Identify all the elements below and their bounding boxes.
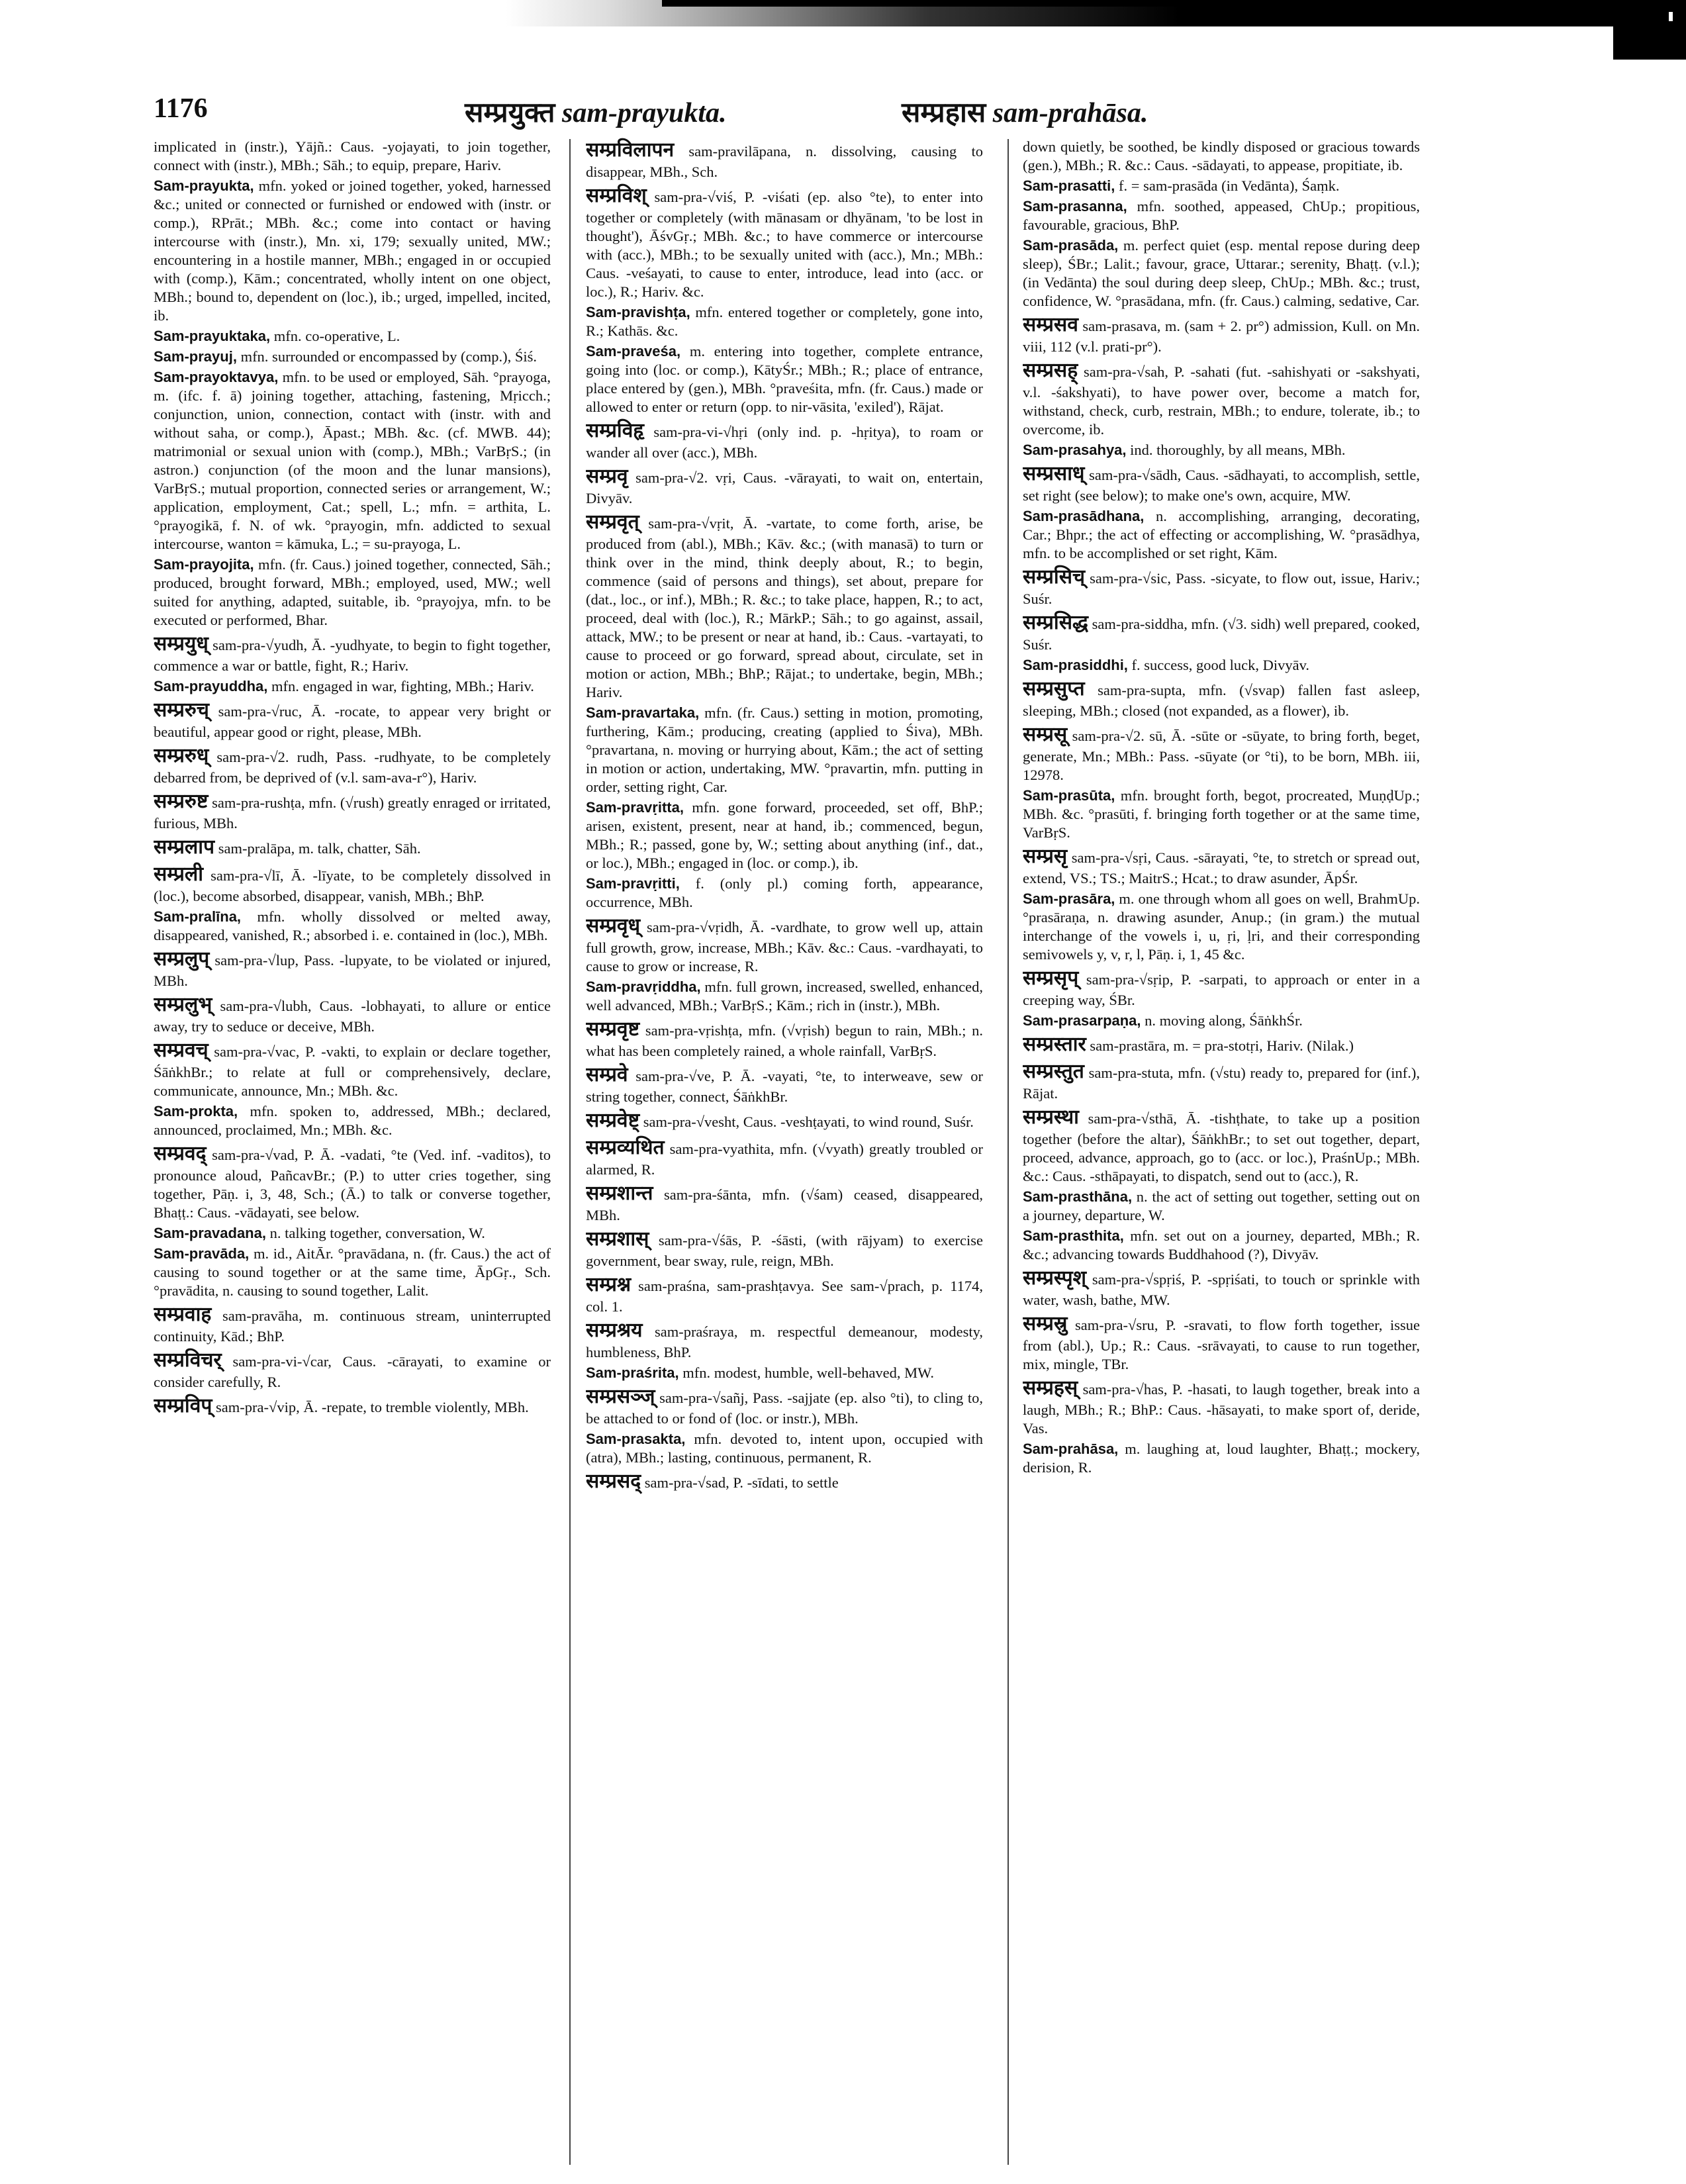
headword-devanagari: सम्प्रसह् [1023,359,1078,381]
dictionary-column-1 [154,138,551,2163]
dictionary-entry [586,914,983,976]
subentry-headword: Sam-prasatti, [1023,177,1115,194]
headword-devanagari: सम्प्रस्तार [1023,1033,1086,1055]
dictionary-entry [1023,461,1420,505]
entry-definition: mfn. modest, humble, well-behaved, MW. [679,1364,934,1381]
headword-devanagari: सम्प्रविहृ [586,420,644,442]
dictionary-entry [154,698,551,741]
entry-definition: mfn. co-operative, L. [270,328,400,344]
entry-definition: ind. thoroughly, by all means, MBh. [1126,442,1346,458]
subentry-headword: Sam-prayukta, [154,177,254,194]
entry-definition: m. id., AitĀr. °pravādana, n. (fr. Caus.) the act of causing to sound together or at the same time, ĀpGṛ., Sch. °pravādita, n. causing to sound together, Lalit. [154,1245,551,1299]
dictionary-entry [1023,1105,1420,1186]
headword-devanagari: सम्प्ररुच् [154,699,209,721]
entry-definition: sam-pra-√lubh, Caus. -lobhayati, to allure or entice away, try to seduce or deceive, MBh. [154,998,551,1035]
dictionary-entry [1023,236,1420,310]
subentry-headword: Sam-pravartaka, [586,704,700,721]
entry-definition: mfn. (fr. Caus.) setting in motion, promoting, furthering, Kām.; producing, creating (applied to Śiva), MBh. °pravartana, n. moving or hurrying about, Kām.; the act of setting in motion or action, undertaking, MW. °pravartin, mfn. putting in order, setting right, Car. [586,704,983,795]
dictionary-entry [586,510,983,702]
dictionary-entry [586,1063,983,1106]
entry-definition: sam-pra-√yudh, Ā. -yudhyate, to begin to fight together, commence a war or battle, fight, R.; Hariv. [154,637,551,674]
dictionary-entry [586,418,983,462]
headword-devanagari: सम्प्रयुध् [154,633,209,655]
headword-devanagari: सम्प्रसाध् [1023,463,1085,485]
entry-definition: m. perfect quiet (esp. mental repose during deep sleep), ŚBr.; Lalit.; favour, grace, Uttarar.; serenity, Bhaṭṭ. (v.l.); (in Vedānta) the soul during deep sleep, ChUp.; MBh. &c.; trust, confidence, W. °prasādana, mfn. (fr. Caus.) calming, sedative, Car. [1023,237,1420,309]
entry-definition: mfn. set out on a journey, departed, MBh.; R. &c.; advancing towards Buddhahood (?), Divyāv. [1023,1227,1420,1262]
dictionary-entry [586,1181,983,1225]
dictionary-entry [1023,1440,1420,1477]
dictionary-entry [1023,722,1420,784]
headword-devanagari: सम्प्रसद् [586,1470,641,1492]
headword-devanagari: सम्प्रशास् [586,1228,649,1250]
subentry-headword: Sam-prasāda, [1023,237,1119,254]
headword-devanagari: सम्प्रसव [1023,314,1078,336]
entry-definition: sam-pra-√ve, P. Ā. -vayati, °te, to interweave, sew or string together, connect, ŚāṅkhBr. [586,1068,983,1105]
dictionary-entry [154,789,551,833]
entry-definition: mfn. full grown, increased, swelled, enhanced, well advanced, MBh.; VarBṛS.; Kām.; rich in (instr.), MBh. [586,978,983,1014]
subentry-headword: Sam-prasanna, [1023,198,1127,214]
dictionary-entry [1023,786,1420,842]
dictionary-entry [154,1394,551,1419]
entry-definition: mfn. gone forward, proceeded, set off, BhP.; arisen, existent, present, near at hand, ib.; commenced, begun, MBh.; R.; passed, gone by, W.; setting about anything (inf., dat., or loc.), MBh.; engaged in (loc. or comp.), ib. [586,799,983,871]
dictionary-entry [154,1302,551,1346]
entry-definition: down quietly, be soothed, be kindly disposed or gracious towards (gen.), MBh.; R. &c.: Caus. -sādayati, to appease, propitiate, ib. [1023,138,1420,173]
headword-devanagari: सम्प्रलाप [154,836,215,858]
subentry-headword: Sam-prasāra, [1023,890,1115,907]
page-header [154,93,1332,139]
entry-definition: sam-pra-√lī, Ā. -līyate, to be completely dissolved in (loc.), become absorbed, disappear, vanish, MBh.; BhP. [154,867,551,904]
dictionary-entry [586,1272,983,1316]
entry-definition: sam-pra-√spṛiś, P. -spṛiśati, to touch or sprinkle with water, wash, bathe, MW. [1023,1271,1420,1308]
headword-devanagari: सम्प्रवच् [154,1039,209,1061]
entry-definition: sam-pra-√vṛidh, Ā. -vardhate, to grow well up, attain full growth, grow, increase, MBh.; Kāv. &c.: Caus. -vardhayati, to cause to grow or increase, R. [586,919,983,974]
subentry-headword: Sam-pralīna, [154,908,242,925]
headword-devanagari: सम्प्रसिद्ध [1023,612,1088,634]
subentry-headword: Sam-prasarpaṇa, [1023,1012,1141,1029]
entry-definition: sam-pra-rushṭa, mfn. (√rush) greatly enraged or irritated, furious, MBh. [154,794,551,831]
entry-definition: sam-pra-√sañj, Pass. -sajjate (ep. also °ti), to cling to, be attached to or fond of (loc. or instr.), MBh. [586,1390,983,1427]
headword-devanagari: सम्प्रसञ्ज् [586,1386,655,1407]
headword-devanagari: सम्प्रहस् [1023,1377,1078,1399]
entry-definition: m. entering into together, complete entrance, going into (loc. or comp.), KātyŚr.; MBh.; R.; place of entrance, place entered by (gen.), MBh. °praveśita, mfn. (fr. Caus.) made or allowed to enter or return (opp. to nir-vāsita, 'exiled'), Rājat. [586,343,983,415]
dictionary-entry [586,1017,983,1061]
headword-devanagari: सम्प्रव्यथित [586,1137,665,1159]
entry-definition: sam-pra-√vip, Ā. -repate, to tremble violently, MBh. [212,1399,529,1415]
entry-definition: sam-pra-√śās, P. -śāsti, (with rājyam) to exercise government, bear sway, rule, reign, MBh. [586,1232,983,1269]
entry-definition: sam-pra-√vṛit, Ā. -vartate, to come forth, arise, be produced from (abl.), MBh.; Kāv. &c.; (with manasā) to turn or think over in the mind, think deeply about, R.; to begin, commence (said of persons and things), set about, prepare for (dat., loc., or inf.), MBh.; R. &c.; to take place, happen, R.; to act, proceed, deal with (loc.), R.; MārkP.; Sāh.; to go against, assail, attack, MW.; to be present or near at hand, ib.: Caus. -vartayati, to cause to proceed or go forward, spread about, circulate, set in motion or action, MBh.; BhP.; Rājat.; to undertake, begin, MBh.; Hariv. [586,515,983,700]
subentry-headword: Sam-pravishṭa, [586,304,690,320]
dictionary-entry [154,138,551,175]
headword-devanagari: सम्प्रश्रय [586,1319,643,1341]
entry-definition: mfn. brought forth, begot, procreated, MuṇḍUp.; MBh. &c. °prasūti, f. bringing forth together or at the same time, VarBṛS. [1023,787,1420,841]
entry-definition: sam-pra-√2. vṛi, Caus. -vārayati, to wait on, entertain, Divyāv. [586,469,983,506]
dictionary-entry [586,704,983,796]
headword-devanagari: सम्प्रवृ [586,465,628,487]
dictionary-entry [154,908,551,945]
headword-devanagari: सम्प्रस्तुत [1023,1061,1084,1082]
subentry-headword: Sam-praśrita, [586,1364,679,1381]
dictionary-entry [586,1108,983,1133]
entry-definition: sam-pra-vi-√car, Caus. -cārayati, to examine or consider carefully, R. [154,1353,551,1390]
entry-definition: m. laughing at, loud laughter, Bhaṭṭ.; mockery, derision, R. [1023,1441,1420,1476]
entry-definition: sam-pra-√sic, Pass. -sicyate, to flow out, issue, Hariv.; Suśr. [1023,570,1420,607]
entry-definition: sam-pra-√sṛip, P. -sarpati, to approach or enter in a creeping way, ŚBr. [1023,971,1420,1008]
dictionary-entry [154,368,551,553]
headword-devanagari: सम्प्रलुभ् [154,994,212,1016]
dictionary-entry [586,1384,983,1428]
headword-devanagari: सम्प्रस्रु [1023,1313,1068,1335]
dictionary-entry [1023,312,1420,356]
entry-definition: sam-pra-stuta, mfn. (√stu) ready to, prepared for (inf.), Rājat. [1023,1065,1420,1102]
dictionary-entry [154,632,551,675]
dictionary-entry [154,677,551,696]
dictionary-entry [586,798,983,873]
entry-definition: sam-pra-√2. rudh, Pass. -rudhyate, to be completely debarred from, be deprived of (v.l. sam-ava-r°), Hariv. [154,749,551,786]
entry-definition: n. accomplishing, arranging, decorating, Car.; Bhpr.; the act of effecting or accomplishing, W. °prasādhya, mfn. to be accomplished or set right, Kām. [1023,508,1420,561]
dictionary-entry [586,1364,983,1382]
column-rule [1007,139,1009,2165]
dictionary-entry [586,303,983,340]
headword-devanagari: सम्प्रविप् [154,1395,212,1417]
dictionary-entry [1023,177,1420,195]
entry-definition: sam-pra-√sah, P. -sahati (fut. -sahishyati or -sakshyati, v.l. -śakshyati), to have power over, become a match for, withstand, check, curb, restrain, MBh.; to endure, tolerate, ib.; to overcome, ib. [1023,363,1420,438]
entry-definition: sam-pra-supta, mfn. (√svap) fallen fast asleep, sleeping, MBh.; closed (not expanded, as a flower), ib. [1023,682,1420,719]
headword-devanagari: सम्प्ररुध् [154,745,209,767]
entry-definition: sam-prastāra, m. = pra-stotṛi, Hariv. (Nilak.) [1086,1037,1354,1054]
headword-devanagari: सम्प्रस्था [1023,1106,1079,1128]
dictionary-entry [154,1224,551,1243]
entry-definition: mfn. wholly dissolved or melted away, disappeared, vanished, R.; absorbed i. e. contained in (loc.), MBh. [154,908,551,943]
entry-definition: sam-pra-√lup, Pass. -lupyate, to be violated or injured, MBh. [154,952,551,989]
dictionary-entry [1023,358,1420,439]
headword-devanagari: सम्प्रसिच् [1023,566,1086,588]
entry-definition: sam-praśraya, m. respectful demeanour, modesty, humbleness, BhP. [586,1323,983,1360]
scan-edge-top-dark [662,0,1686,7]
dictionary-entry [1023,1311,1420,1374]
headword-devanagari: सम्प्रविलापन [586,139,675,161]
dictionary-entry [586,1430,983,1467]
subentry-headword: Sam-pravṛitti, [586,875,680,892]
subentry-headword: Sam-prayuddha, [154,678,268,694]
headword-devanagari: सम्प्रसृप् [1023,967,1079,989]
headword-devanagari: सम्प्रस्पृश् [1023,1267,1087,1289]
entry-definition: sam-prasava, m. (sam + 2. pr°) admission, Kull. on Mn. viii, 112 (v.l. prati-pr°). [1023,318,1420,355]
headword-devanagari: सम्प्रशान्त [586,1182,653,1204]
subentry-headword: Sam-prahāsa, [1023,1441,1119,1457]
subentry-headword: Sam-prasādhana, [1023,508,1145,524]
dictionary-entry [154,177,551,325]
entry-definition: sam-pra-siddha, mfn. (√3. sidh) well prepared, cooked, Suśr. [1023,616,1420,653]
dictionary-entry [1023,1012,1420,1030]
entry-definition: sam-pra-√has, P. -hasati, to laugh together, break into a laugh, MBh.; R.; BhP.: Caus. -hāsayati, to make sport of, deride, Vas. [1023,1381,1420,1437]
entry-definition: sam-pra-√sṛi, Caus. -sārayati, °te, to stretch or spread out, extend, VS.; TS.; MaitrS.; Hcat.; to draw asunder, ĀpŚr. [1023,849,1420,886]
headword-devanagari: सम्प्रवृध् [586,915,641,937]
headword-devanagari: सम्प्रविचर् [154,1349,222,1371]
headword-devanagari: सम्प्रवद् [154,1143,207,1164]
entry-definition: mfn. entered together or completely, gone into, R.; Kathās. &c. [586,304,983,339]
entry-definition: mfn. yoked or joined together, yoked, harnessed &c.; united or connected or furnished or endowed with (instr. or comp.), RPrāt.; MBh. &c.; come into contact or having intercourse with (instr.), Mn. xi, 179; sexually united, MW.; encountering in a hostile manner, MBh.; engaged in or occupied with (comp.), Kām.; concentrated, wholly intent on one object, MBh.; bound to, dependent on (loc.), ib.; urged, impelled, incited, ib. [154,177,551,324]
dictionary-entry [1023,677,1420,720]
entry-definition: sam-pra-√sru, P. -sravati, to flow forth together, issue from (abl.), Up.; R.: Caus. -srāvayati, to cause to run together, mix, mingle, TBr. [1023,1317,1420,1372]
dictionary-entry [586,1227,983,1270]
headword-devanagari: सम्प्रसू [1023,724,1068,745]
headword-devanagari: सम्प्ररुष्ट [154,790,209,812]
entry-definition: sam-pra-vṛishṭa, mfn. (√vṛish) begun to rain, MBh.; n. what has been completely rained, a whole rainfall, VarBṛS. [586,1022,983,1059]
left-catchword: सम्प्रयुक्त sam-prayukta. [465,98,727,128]
dictionary-entry [1023,966,1420,1010]
dictionary-entry [586,183,983,301]
entry-definition: sam-praśna, sam-prashṭavya. See sam-√prach, p. 1174, col. 1. [586,1278,983,1315]
entry-definition: n. the act of setting out together, setting out on a journey, departure, W. [1023,1188,1420,1223]
dictionary-entry [154,555,551,630]
dictionary-entry [154,1141,551,1222]
subentry-headword: Sam-prayuktaka, [154,328,271,344]
dictionary-entry [586,1469,983,1494]
dictionary-entry [586,464,983,508]
entry-definition: sam-pra-√ruc, Ā. -rocate, to appear very bright or beautiful, appear good or right, please, MBh. [154,703,551,740]
entry-definition: sam-pra-√2. sū, Ā. -sūte or -sūyate, to bring forth, beget, generate, Mn.; MBh.: Pass. -sūyate (or °ti), to be born, MBh. iii, 12978. [1023,728,1420,783]
entry-definition: mfn. surrounded or encompassed by (comp.), Śiś. [236,348,537,365]
headword-devanagari: सम्प्रसृ [1023,845,1068,867]
column-rule [569,139,571,2165]
dictionary-entry [1023,507,1420,563]
entry-definition: sam-pra-√sad, P. -sīdati, to settle [641,1474,839,1491]
dictionary-entry [1023,1059,1420,1103]
entry-definition: sam-pra-√viś, P. -viśati (ep. also °te), to enter into together or completely (with mānasam or dhyānam, 'to be lost in thought'), ĀśvGṛ.; MBh. &c.; to have commerce or intercourse with (acc.), MBh.; to be sexually united with (acc.), Mn.; MBh.: Caus. -veśayati, to cause to enter, introduce, lead into (acc. or loc.), R.; Hariv. &c. [586,189,983,300]
entry-definition: sam-pra-√vac, P. -vakti, to explain or declare together, ŚāṅkhBr.; to relate at full or comprehensively, declare, communicate, announce, Mn.; MBh. &c. [154,1043,551,1099]
subentry-headword: Sam-prasahya, [1023,442,1127,458]
entry-definition: sam-pravilāpana, n. dissolving, causing to disappear, MBh., Sch. [586,143,983,180]
dictionary-entry [1023,441,1420,459]
entry-definition: implicated in (instr.), Yājñ.: Caus. -yojayati, to join together, connect with (instr.), MBh.; Sāh.; to equip, prepare, Hariv. [154,138,551,173]
subentry-headword: Sam-prasūta, [1023,787,1115,804]
entry-definition: f. (only pl.) coming forth, appearance, occurrence, MBh. [586,875,983,910]
dictionary-entry [1023,1376,1420,1438]
entry-definition: sam-pra-√vad, P. Ā. -vadati, °te (Ved. inf. -vaditos), to pronounce aloud, PañcavBr.; (P.) to utter cries together, sing together, Pāṇ. i, 3, 48, Sch.; (Ā.) to talk or converse together, Bhaṭṭ.: Caus. -vādayati, see below. [154,1147,551,1221]
entry-definition: mfn. (fr. Caus.) joined together, connected, Sāh.; produced, brought forward, MBh.; employed, used, MW.; well suited for anything, adapted, suitable, ib. °prayojya, mfn. to be executed or performed, Bhar. [154,556,551,628]
dictionary-entry [586,342,983,416]
headword-devanagari: सम्प्रवे [586,1064,628,1086]
headword-devanagari: सम्प्रलुप् [154,948,210,970]
dictionary-column-3 [1023,138,1420,2163]
dictionary-entry [586,138,983,181]
subentry-headword: Sam-prasakta, [586,1431,686,1447]
dictionary-entry [154,1038,551,1100]
dictionary-entry [586,978,983,1015]
subentry-headword: Sam-pravāda, [154,1245,250,1262]
entry-definition: sam-pravāha, m. continuous stream, uninterrupted continuity, Kād.; BhP. [154,1307,551,1345]
subentry-headword: Sam-prayuj, [154,348,237,365]
dictionary-entry [1023,138,1420,175]
entry-definition: sam-pra-√sādh, Caus. -sādhayati, to accomplish, settle, set right (see below); to make one's own, acquire, MW. [1023,467,1420,504]
dictionary-entry [154,1102,551,1139]
subentry-headword: Sam-praveśa, [586,343,681,359]
dictionary-entry [1023,565,1420,608]
entry-definition: mfn. engaged in war, fighting, MBh.; Hariv. [267,678,534,694]
entry-definition: sam-pra-√vesht, Caus. -veshṭayati, to wind round, Suśr. [639,1114,974,1130]
entry-definition: sam-pra-vi-√hṛi (only ind. p. -hṛitya), to roam or wander all over (acc.), MBh. [586,424,983,461]
entry-definition: sam-pra-√sthā, Ā. -tishṭhate, to take up a position together (before the altar), ŚāṅkhBr.; to set out together, depart, proceed, advance, approach, go to (acc. or loc.), PraśnUp.; MBh. &c.: Caus. -sthāpayati, to dispatch, send out to (acc.), R. [1023,1110,1420,1184]
dictionary-entry [154,992,551,1036]
subentry-headword: Sam-prasthāna, [1023,1188,1133,1205]
subentry-headword: Sam-prayojita, [154,556,254,573]
headword-devanagari: सम्प्रवेष्ट् [586,1110,640,1131]
dictionary-entry [586,1135,983,1179]
subentry-headword: Sam-prayoktavya, [154,369,279,385]
dictionary-entry [586,1318,983,1362]
dictionary-entry [154,1348,551,1392]
headword-devanagari: सम्प्रश्न [586,1274,632,1296]
dictionary-entry [154,1245,551,1300]
subentry-headword: Sam-pravṛiddha, [586,978,701,995]
dictionary-entry [154,743,551,787]
right-catchword: सम्प्रहास sam-prahāsa. [902,98,1148,128]
entry-definition: m. one through whom all goes on well, BrahmUp. °prasāraṇa, n. drawing asunder, Anup.; (in gram.) the mutual interchange of the vowels i, u, ṛi, ḷri, and their corresponding semivowels y, v, r, l, Pāṇ. i, 1, 45 &c. [1023,890,1420,963]
dictionary-entry [1023,197,1420,234]
headword-devanagari: सम्प्रली [154,863,204,885]
subentry-headword: Sam-prokta, [154,1103,238,1119]
dictionary-entry [1023,1266,1420,1309]
dictionary-entry [1023,656,1420,675]
entry-definition: mfn. soothed, appeased, ChUp.; propitious, favourable, gracious, BhP. [1023,198,1420,233]
dictionary-entry [1023,890,1420,964]
entry-definition: mfn. spoken to, addressed, MBh.; declared, announced, proclaimed, Mn.; MBh. &c. [154,1103,551,1138]
subentry-headword: Sam-prasthita, [1023,1227,1124,1244]
subentry-headword: Sam-prasiddhi, [1023,657,1128,673]
headword-devanagari: सम्प्रवृत् [586,511,639,533]
dictionary-entry [154,327,551,346]
dictionary-entry [154,835,551,860]
entry-definition: f. success, good luck, Divyāv. [1127,657,1310,673]
dictionary-entry [154,947,551,990]
entry-definition: sam-pra-vyathita, mfn. (√vyath) greatly troubled or alarmed, R. [586,1141,983,1178]
dictionary-entry [154,862,551,906]
dictionary-entry [1023,1188,1420,1225]
dictionary-entry [1023,1032,1420,1057]
dictionary-entry [1023,1227,1420,1264]
entry-definition: sam-pralāpa, m. talk, chatter, Sāh. [214,840,421,857]
entry-definition: f. = sam-prasāda (in Vedānta), Śaṃk. [1115,177,1340,194]
scan-edge-corner [1613,0,1686,60]
headword-devanagari: सम्प्रवाह [154,1304,212,1325]
subentry-headword: Sam-pravadana, [154,1225,266,1241]
dictionary-entry [586,875,983,912]
headword-devanagari: सम्प्रविश् [586,185,647,207]
entry-definition: n. talking together, conversation, W. [265,1225,485,1241]
dictionary-entry [1023,844,1420,888]
dictionary-entry [1023,610,1420,654]
entry-definition: mfn. devoted to, intent upon, occupied with (atra), MBh.; lasting, continuous, permanent, R. [586,1431,983,1466]
entry-definition: mfn. to be used or employed, Sāh. °prayoga, m. (ifc. f. ā) joining together, attaching, fastening, Mṛicch.; conjunction, union, connection, contact with (instr. with and without saha, or comp.), Āpast.; MBh. &c. (cf. MWB. 44); matrimonial or sexual union with (comp.), MBh.; VarBṛS.; (in astron.) conjunction (of the moon and the lunar mansions), VarBṛS.; mutual proportion, connected series or arrangement, W.; application, employment, Cat.; spell, L.; mfn. = arthita, L. °prayogikā, f. N. of wk. °prayogin, mfn. addicted to sexual intercourse, wanton = kāmuka, L.; = su-prayoga, L. [154,369,551,552]
dictionary-entry [154,348,551,366]
entry-definition: n. moving along, ŚāṅkhŚr. [1141,1012,1303,1029]
dictionary-column-2 [586,138,983,2163]
headword-devanagari: सम्प्रवृष्ट [586,1018,640,1040]
subentry-headword: Sam-pravṛitta, [586,799,684,816]
page-number: 1176 [154,93,208,124]
headword-devanagari: सम्प्रसुप्त [1023,678,1085,700]
entry-definition: sam-pra-śānta, mfn. (√śam) ceased, disappeared, MBh. [586,1186,983,1223]
